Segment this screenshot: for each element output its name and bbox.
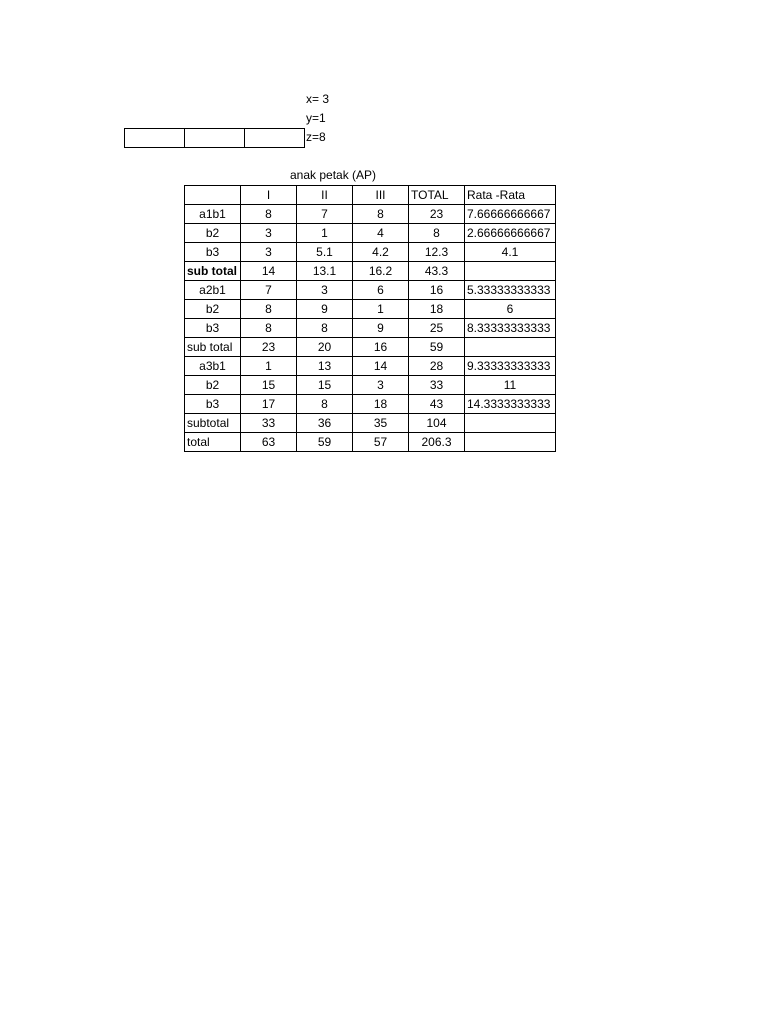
average-cell (465, 414, 556, 433)
value-cell: 33 (241, 414, 297, 433)
row-label: sub total (185, 262, 241, 281)
table-row (185, 395, 556, 414)
average-cell (465, 262, 556, 281)
total-cell: 16 (409, 281, 465, 300)
total-cell: 43.3 (409, 262, 465, 281)
header-cell: Rata -Rata (465, 186, 556, 205)
value-cell: 4 (353, 224, 409, 243)
average-cell: 6 (465, 300, 556, 319)
row-label: b3 (185, 395, 241, 414)
value-cell: 17 (241, 395, 297, 414)
value-cell: 13.1 (297, 262, 353, 281)
row-label: a3b1 (185, 357, 241, 376)
average-cell: 14.3333333333 (465, 395, 556, 414)
value-cell: 57 (353, 433, 409, 452)
empty-cell-row (124, 128, 305, 148)
total-cell: 23 (409, 205, 465, 224)
variable-y: y=1 (306, 111, 326, 125)
row-label: b3 (185, 319, 241, 338)
value-cell: 63 (241, 433, 297, 452)
value-cell: 8 (353, 205, 409, 224)
table-row (185, 376, 556, 395)
table-row (185, 281, 556, 300)
value-cell: 8 (297, 319, 353, 338)
empty-cell (185, 129, 245, 148)
value-cell: 6 (353, 281, 409, 300)
row-label: subtotal (185, 414, 241, 433)
average-cell: 4.1 (465, 243, 556, 262)
row-label: b2 (185, 300, 241, 319)
value-cell: 59 (297, 433, 353, 452)
total-cell: 104 (409, 414, 465, 433)
value-cell: 9 (297, 300, 353, 319)
value-cell: 13 (297, 357, 353, 376)
row-label: a2b1 (185, 281, 241, 300)
average-cell: 11 (465, 376, 556, 395)
row-label: b2 (185, 224, 241, 243)
value-cell: 4.2 (353, 243, 409, 262)
value-cell: 18 (353, 395, 409, 414)
value-cell: 8 (241, 319, 297, 338)
table-row (185, 357, 556, 376)
total-cell: 25 (409, 319, 465, 338)
header-cell: TOTAL (409, 186, 465, 205)
header-cell: III (353, 186, 409, 205)
value-cell: 35 (353, 414, 409, 433)
empty-cell (125, 129, 185, 148)
header-row (185, 186, 556, 205)
value-cell: 15 (297, 376, 353, 395)
value-cell: 3 (297, 281, 353, 300)
data-table (184, 185, 556, 452)
row-label: a1b1 (185, 205, 241, 224)
total-cell: 206.3 (409, 433, 465, 452)
header-cell: II (297, 186, 353, 205)
table-row (185, 433, 556, 452)
value-cell: 14 (353, 357, 409, 376)
value-cell: 7 (297, 205, 353, 224)
value-cell: 15 (241, 376, 297, 395)
row-label: b3 (185, 243, 241, 262)
value-cell: 5.1 (297, 243, 353, 262)
total-cell: 8 (409, 224, 465, 243)
header-cell (185, 186, 241, 205)
table-row (185, 224, 556, 243)
table-row (185, 319, 556, 338)
value-cell: 14 (241, 262, 297, 281)
value-cell: 16.2 (353, 262, 409, 281)
value-cell: 1 (241, 357, 297, 376)
average-cell: 5.33333333333 (465, 281, 556, 300)
value-cell: 1 (353, 300, 409, 319)
table-row (185, 205, 556, 224)
table-row (185, 262, 556, 281)
average-cell: 7.66666666667 (465, 205, 556, 224)
row-label: b2 (185, 376, 241, 395)
variable-z: z=8 (306, 130, 326, 144)
table-row (185, 243, 556, 262)
total-cell: 33 (409, 376, 465, 395)
total-cell: 43 (409, 395, 465, 414)
average-cell: 8.33333333333 (465, 319, 556, 338)
row-label: total (185, 433, 241, 452)
table-row (185, 338, 556, 357)
variable-x: x= 3 (306, 92, 330, 106)
value-cell: 3 (241, 224, 297, 243)
value-cell: 8 (241, 300, 297, 319)
total-cell: 28 (409, 357, 465, 376)
total-cell: 18 (409, 300, 465, 319)
average-cell: 2.66666666667 (465, 224, 556, 243)
table-title: anak petak (AP) (290, 168, 377, 182)
value-cell: 20 (297, 338, 353, 357)
total-cell: 59 (409, 338, 465, 357)
value-cell: 8 (297, 395, 353, 414)
value-cell: 16 (353, 338, 409, 357)
value-cell: 8 (241, 205, 297, 224)
value-cell: 23 (241, 338, 297, 357)
header-cell: I (241, 186, 297, 205)
total-cell: 12.3 (409, 243, 465, 262)
value-cell: 9 (353, 319, 409, 338)
average-cell (465, 433, 556, 452)
table-row (185, 414, 556, 433)
value-cell: 1 (297, 224, 353, 243)
value-cell: 36 (297, 414, 353, 433)
average-cell (465, 338, 556, 357)
row-label: sub total (185, 338, 241, 357)
value-cell: 3 (353, 376, 409, 395)
empty-cell (245, 129, 305, 148)
value-cell: 3 (241, 243, 297, 262)
value-cell: 7 (241, 281, 297, 300)
average-cell: 9.33333333333 (465, 357, 556, 376)
table-row (185, 300, 556, 319)
